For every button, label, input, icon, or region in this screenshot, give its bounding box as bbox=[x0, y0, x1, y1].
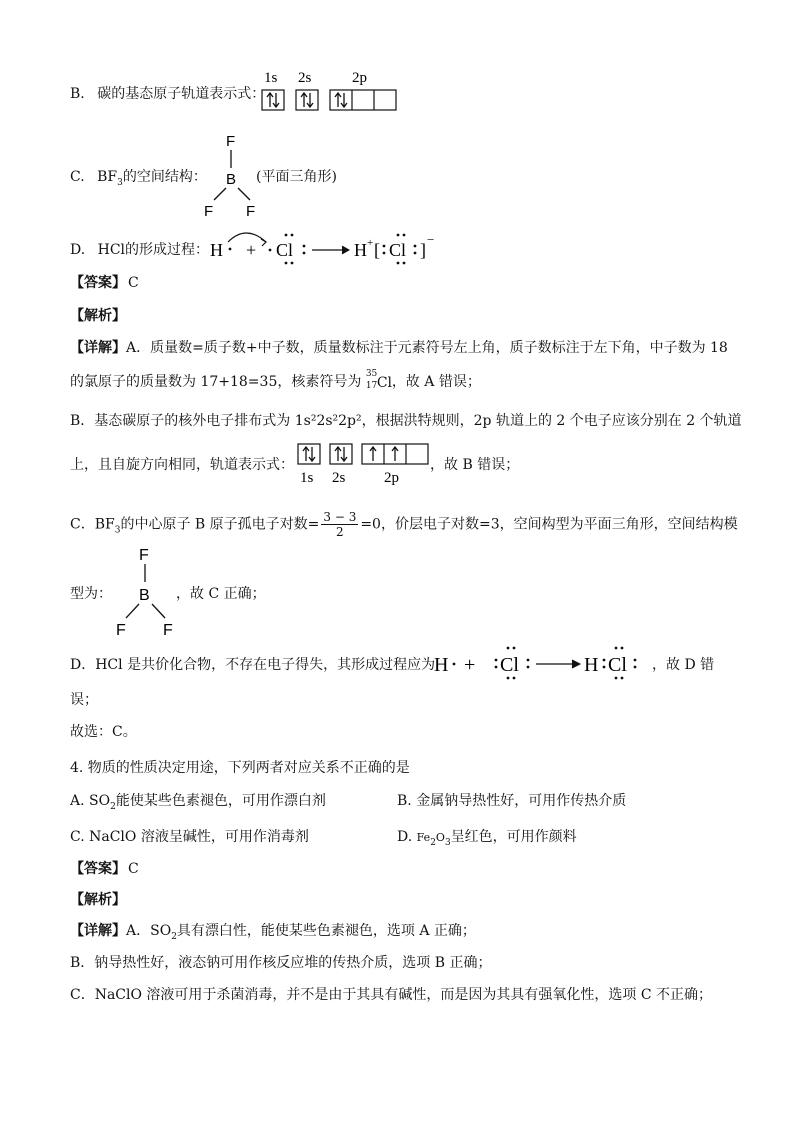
option-d-prefix: D. bbox=[70, 242, 86, 258]
hcl-formation-question bbox=[206, 222, 456, 268]
svg-text:Cl: Cl bbox=[608, 654, 627, 676]
option-c-sub: 3 bbox=[117, 177, 123, 188]
answer-value: C bbox=[128, 275, 139, 291]
option-d bbox=[70, 240, 209, 260]
detail-b-line2: 上，且自旋方向相同，轨道表示式： bbox=[70, 457, 294, 473]
isotope-symbol: 35 17 Cl bbox=[365, 369, 393, 391]
svg-text:F: F bbox=[163, 622, 173, 639]
question-4-stem: 4. 物质的性质决定用途，下列两者对应关系不正确的是 bbox=[70, 760, 410, 776]
detail-d-line2: 误； bbox=[70, 692, 98, 708]
h-ion: H bbox=[354, 240, 367, 260]
svg-text:B: B bbox=[139, 587, 150, 604]
analysis-tag-1: 【解析】 bbox=[70, 308, 126, 324]
svg-text:2p: 2p bbox=[384, 470, 399, 486]
detail-tag: 【详解】 bbox=[70, 340, 126, 356]
atom-f-right: F bbox=[246, 203, 256, 220]
q4-option-d: D. $Fe_2O_3$呈红色，可用作颜料 bbox=[397, 829, 577, 848]
q4-option-c: C. NaClO 溶液呈碱性，可用作消毒剂 bbox=[70, 829, 309, 845]
detail-c-line2: 型为： bbox=[70, 586, 112, 602]
option-b-text: 碳的基态原子轨道表示式： bbox=[97, 86, 266, 102]
atom-f-top: F bbox=[226, 133, 236, 150]
orbital-label-2p: 2p bbox=[352, 70, 367, 86]
orbital-box-2p bbox=[330, 90, 396, 110]
choice-line: 故选：C。 bbox=[70, 724, 137, 740]
option-c bbox=[70, 167, 207, 193]
detail2-c: C．NaClO 溶液可用于杀菌消毒，并不是由于其具有碱性，而是因为其具有强氧化性，选项 C 不正确； bbox=[70, 987, 713, 1003]
h-atom: H bbox=[210, 240, 223, 260]
detail-d-line1-post: ，故 D 错 bbox=[652, 657, 715, 673]
svg-text:F: F bbox=[116, 622, 126, 639]
orbital-box-1s bbox=[262, 90, 284, 110]
detail-a-line2: 的氯原子的质量数为 17+18=35，核素符号为 35 17 Cl ，故 A 错误； bbox=[70, 369, 481, 391]
atom-f-left: F bbox=[204, 203, 214, 220]
svg-text:+: + bbox=[246, 240, 257, 260]
orbital-label-1s: 1s bbox=[264, 70, 278, 86]
option-b bbox=[70, 84, 265, 104]
analysis-tag-2: 【解析】 bbox=[70, 892, 126, 908]
detail2-b: B．钠导热性好，液态钠可用作核反应堆的传热介质，选项 B 正确； bbox=[70, 955, 492, 971]
atom-b: B bbox=[226, 171, 237, 188]
svg-text:+: + bbox=[464, 654, 476, 676]
answer-1 bbox=[70, 273, 139, 293]
detail-c-line2-post: ，故 C 正确； bbox=[176, 586, 266, 602]
svg-text:Cl: Cl bbox=[500, 654, 519, 676]
detail-d-line1: D．HCl 是共价化合物，不存在电子得失，其形成过程应为 bbox=[70, 657, 436, 673]
cl-ion: Cl bbox=[389, 240, 407, 260]
cl-atom: Cl bbox=[276, 240, 294, 260]
option-c-text: 的空间结构： bbox=[122, 169, 207, 185]
option-d-text: HCl的形成过程： bbox=[97, 242, 210, 258]
orbital-box-2s bbox=[296, 90, 318, 110]
detail-b-line2-post: ，故 B 错误； bbox=[430, 457, 520, 473]
svg-text:F: F bbox=[139, 547, 149, 564]
svg-text:[: [ bbox=[374, 240, 380, 260]
bf3-structure-answer bbox=[110, 542, 182, 640]
carbon-orbital-diagram-correct bbox=[296, 442, 432, 490]
hcl-formation-answer bbox=[432, 638, 658, 684]
svg-text:−: − bbox=[427, 232, 435, 247]
answer-tag: 【答案】 bbox=[70, 275, 126, 291]
svg-text:1s: 1s bbox=[300, 470, 314, 486]
svg-text:H: H bbox=[434, 654, 449, 676]
q4-option-b: B. 金属钠导热性好，可用作传热介质 bbox=[397, 793, 627, 809]
svg-text:]: ] bbox=[420, 240, 426, 260]
option-c-note: (平面三角形) bbox=[256, 169, 337, 185]
detail-b-line1: B．基态碳原子的核外电子排布式为 1s²2s²2p²，根据洪特规则，2p 轨道上的 2 个电子应该分别在 2 个轨道 bbox=[70, 413, 742, 429]
q4-option-a: A. $SO_2$能使某些色素褪色，可用作漂白剂 bbox=[70, 793, 326, 812]
detail2-a: 【详解】A．$SO_2$具有漂白性，能使某些色素褪色，选项 A 正确； bbox=[70, 923, 476, 942]
carbon-orbital-diagram bbox=[258, 66, 408, 116]
svg-text:+: + bbox=[367, 237, 374, 249]
detail-c-line1: C．$BF_3$的中心原子 B 原子孤电子对数= $\frac{3 - 3}{2}$ =0，价层电子对数=3，空间构型为平面三角形，空间结构模 bbox=[70, 510, 738, 539]
option-b-prefix: B. bbox=[70, 86, 85, 102]
answer-2: 【答案】 C bbox=[70, 861, 139, 877]
lone-pair-fraction: $\frac{3 - 3}{2}$ bbox=[323, 510, 357, 539]
svg-text:H: H bbox=[584, 654, 599, 676]
option-c-prefix: C. bbox=[70, 169, 85, 185]
svg-text:2s: 2s bbox=[332, 470, 346, 486]
orbital-label-2s: 2s bbox=[298, 70, 312, 86]
option-c-bf: BF bbox=[97, 169, 118, 185]
detail-a-line1: 【详解】A．质量数=质子数+中子数，质量数标注于元素符号左上角，质子数标注于左下角，中子数为 18 bbox=[70, 340, 728, 356]
